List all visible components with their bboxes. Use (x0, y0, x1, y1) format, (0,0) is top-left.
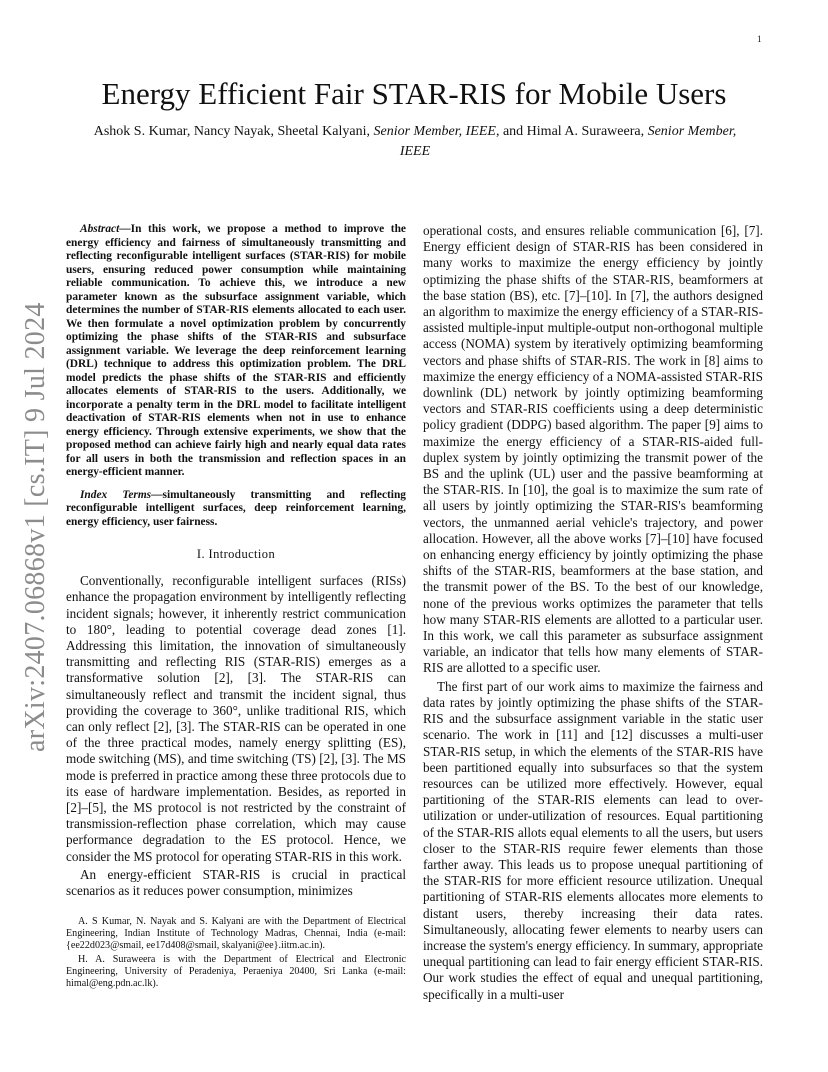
paragraph: operational costs, and ensures reliable communication [6], [7]. Energy efficient design of STAR-RIS has been considered in many works to maximize the energy efficiency by jointly optimizing the phase shifts of the STAR-RIS, beamformers at the base station (BS), etc. [7]–[10]. In [7], the authors designed an algorithm to maximize the energy efficiency of a STAR-RIS-assisted multiple-input multiple-output non-orthogonal multiple access (NOMA) system by iteratively optimizing beamforming vectors and phase shifts of STAR-RIS. The work in [8] aims to maximize the energy efficiency of a NOMA-assisted STAR-RIS downlink (DL) network by jointly optimizing beamforming vectors and STAR-RIS coefficients using a deep deterministic policy gradient (DDPG) based algorithm. The paper [9] aims to maximize the energy efficiency of a STAR-RIS-aided full-duplex system by jointly optimizing the transmit power of the BS and the uplink (UL) user and the passive beamforming at the STAR-RIS. In [10], the goal is to maximize the sum rate of all users by jointly optimizing the STAR-RIS's beamforming vectors, the unmanned aerial vehicle's trajectory, and power allocation. However, all the above works [7]–[10] have focused on enhancing energy efficiency by jointly optimizing the phase shifts of the STAR-RIS, beamformers at the base station, and the transmit power of the BS. To the best of our knowledge, none of the previous works optimizes the parameter that tells how many STAR-RIS elements are allotted to a particular user. In this work, we call this parameter as subsurface assignment variable, an indicator that tells how many elements of STAR-RIS are allotted to a specific user. (423, 223, 763, 676)
author-names-2: , and Himal A. Suraweera, (495, 124, 645, 139)
author-membership-1: Senior Member, IEEE (373, 124, 496, 139)
paper-title: Energy Efficient Fair STAR-RIS for Mobile Users (101, 76, 727, 111)
abstract-text: —In this work, we propose a method to improve the energy efficiency and fairness of simultaneously transmitting and reflecting reconfigurable intelligent surfaces (STAR-RIS) for mobile users, ensuring reduced power consumption while maintaining reliable communication. To achieve this, we introduce a new parameter known as the subsurface assignment variable, which determines the number of STAR-RIS elements allocated to each user. We then formulate a novel optimization problem by concurrently optimizing the phase shifts of the STAR-RIS and subsurface assignment variable. We leverage the deep reinforcement learning (DRL) technique to address this optimization problem. The DRL model predicts the phase shifts of the STAR-RIS and efficiently allocates elements of STAR-RIS to the users. Additionally, we incorporate a penalty term in the DRL model to facilitate intelligent deactivation of STAR-RIS elements when not in use to enhance energy efficiency. Through extensive experiments, we show that the proposed method can achieve fairly high and nearly equal data rates for all users in both the transmission and reflection spaces in an energy-efficient manner. (66, 223, 406, 478)
footnote: H. A. Suraweera is with the Department of Electrical and Electronic Engineering, University of Peradeniya, Peraeniya 20400, Sri Lanka (e-mail: himal@eng.pdn.ac.lk). (66, 954, 406, 990)
author-names: Ashok S. Kumar, Nancy Nayak, Sheetal Kalyani, (93, 124, 370, 139)
paragraph: The first part of our work aims to maximize the fairness and data rates by jointly optimizing the phase shifts of the STAR-RIS and the subsurface assignment variable in the static user scenario. The work in [11] and [12] discusses a multi-user STAR-RIS setup, in which the elements of the STAR-RIS have been partitioned equally into subsurfaces so that the system resources can be utilized more effectively. However, equal partitioning of the STAR-RIS elements can lead to over-utilization or under-utilization of resources. Equal partitioning of the STAR-RIS allots equal elements to all the users, but users closer to the STAR-RIS require fewer elements than those farther away. This leads us to propose unequal partitioning of the STAR-RIS for more efficient resource utilization. Unequal partitioning of STAR-RIS elements allocates more elements to distant users, thereby increasing their data rates. Simultaneously, allocating fewer elements to nearby users can increase the system's energy efficiency. In summary, appropriate unequal partitioning can lead to fair energy efficient STAR-RIS. Our work studies the effect of equal and unequal partitioning, specifically in a multi-user (423, 678, 763, 1002)
left-column (66, 223, 406, 992)
index-terms (66, 489, 406, 530)
paragraph: An energy-efficient STAR-RIS is crucial in practical scenarios as it reduces power consumption, minimizes (66, 866, 406, 899)
author-list (85, 122, 745, 162)
index-terms-label: Index Terms (80, 488, 152, 501)
page-number: 1 (757, 34, 762, 44)
index-terms-text: —simultaneously transmitting and reflecting reconfigurable intelligent surfaces, deep reinforcement learning, energy efficiency, user fairness. (66, 488, 406, 528)
footnotes (66, 916, 406, 990)
arxiv-stamp: arXiv:2407.06868v1 [cs.IT] 9 Jul 2024 (20, 302, 51, 752)
right-column (423, 223, 763, 1003)
abstract-label: Abstract (80, 223, 120, 235)
section-heading: I. Introduction (196, 547, 276, 561)
abstract (66, 223, 406, 480)
paragraph: Conventionally, reconfigurable intelligent surfaces (RISs) enhance the propagation environment by intelligently reflecting incident signals; however, it inherently restrict communication to 180°, leading to potential coverage dead zones [1]. Addressing this limitation, the innovation of simultaneously transmitting and reflecting RIS (STAR-RIS) emerges as a transformative solution [2], [3]. The STAR-RIS can simultaneously reflect and transmit the incident signal, thus providing the coverage to 360°, unlike traditional RIS, which can only reflect [2], [3]. The STAR-RIS can be operated in one of the three practical modes, namely energy splitting (ES), mode switching (MS), and time switching (TS) [2], [3]. The MS mode is preferred in practice among these three protocols due to its ease of hardware implementation. Besides, as reported in [2]–[5], the MS protocol is not restricted by the constraint of transmission-reflection phase correlation, which may cause performance degradation to the ES protocol. Hence, we consider the MS protocol for operating STAR-RIS in this work. (66, 573, 406, 864)
footnote: A. S Kumar, N. Nayak and S. Kalyani are with the Department of Electrical Engineering, Indian Institute of Technology Madras, Chennai, India (e-mail: {ee22d023@smail, ee17d408@smail, skalyani@ee}.iitm.ac.in). (66, 916, 406, 952)
author-membership-2: Senior Member, IEEE (399, 124, 737, 159)
